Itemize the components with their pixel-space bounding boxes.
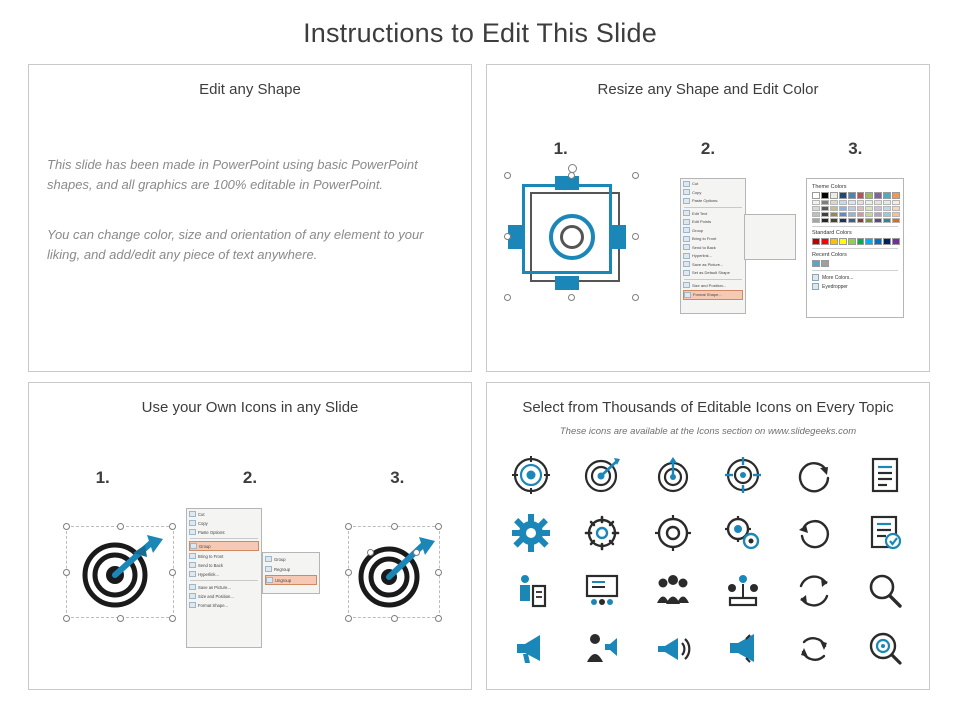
color-swatch[interactable]: [865, 238, 873, 245]
resize-handle-bl[interactable]: [345, 615, 352, 622]
checklist-document-icon[interactable]: [862, 510, 908, 556]
submenu-item-group[interactable]: [265, 555, 317, 563]
color-swatch[interactable]: [830, 218, 838, 223]
menu-separator: [190, 580, 258, 581]
resize-handle-bl[interactable]: [63, 615, 70, 622]
context-submenu-paste[interactable]: [744, 214, 796, 260]
shape-tab-right: [612, 225, 626, 249]
color-swatch[interactable]: [848, 212, 856, 217]
panel-title-edit-shape: Edit any Shape: [199, 81, 301, 98]
color-swatch[interactable]: [812, 192, 820, 199]
picker-divider: [812, 226, 898, 227]
recent-colors-row[interactable]: [812, 260, 900, 267]
color-swatch[interactable]: [830, 212, 838, 217]
color-swatch[interactable]: [848, 206, 856, 211]
bring-front-icon: [189, 553, 196, 559]
color-swatch[interactable]: [883, 218, 891, 223]
menu-separator: [684, 279, 742, 280]
step-number-3: 3.: [390, 468, 405, 487]
color-swatch[interactable]: [883, 238, 891, 245]
submenu-item-label: Regroup: [274, 566, 291, 572]
theme-colors-label: Theme Colors: [812, 184, 847, 190]
resize-handle-bl[interactable]: [504, 294, 511, 301]
resize-handle-tl[interactable]: [63, 523, 70, 530]
menu-item[interactable]: [683, 180, 743, 188]
color-swatch[interactable]: [892, 218, 900, 223]
color-swatch[interactable]: [874, 218, 882, 223]
menu-item-label: Copy: [198, 520, 208, 526]
color-swatch[interactable]: [812, 218, 820, 223]
sync-arrows-icon[interactable]: [791, 568, 837, 614]
resize-handle-tl[interactable]: [345, 523, 352, 530]
edit-text-icon: [683, 210, 690, 216]
menu-item[interactable]: [683, 282, 743, 290]
menu-item-label: Bring to Front: [692, 236, 717, 242]
bring-front-icon: [683, 236, 690, 242]
color-swatch[interactable]: [821, 200, 829, 205]
step-number-2: 2.: [700, 139, 716, 158]
paste-icon: [189, 529, 196, 535]
menu-item-label: Copy: [692, 189, 702, 195]
picker-divider: [812, 270, 898, 271]
menu-item[interactable]: [683, 252, 743, 260]
color-swatch[interactable]: [892, 212, 900, 217]
resize-handle-ml[interactable]: [504, 233, 511, 240]
color-swatch[interactable]: [865, 218, 873, 223]
color-swatch[interactable]: [830, 192, 838, 199]
color-swatch[interactable]: [830, 238, 838, 245]
color-swatch[interactable]: [812, 206, 820, 211]
theme-colors-row-2[interactable]: [812, 200, 900, 205]
color-swatch[interactable]: [883, 206, 891, 211]
menu-item-label: Cut: [692, 181, 699, 187]
color-swatch[interactable]: [848, 238, 856, 245]
menu-item[interactable]: [683, 227, 743, 235]
loudspeaker-icon[interactable]: [720, 626, 766, 672]
send-back-icon: [189, 562, 196, 568]
color-swatch[interactable]: [892, 200, 900, 205]
page-title: Instructions to Edit This Slide: [303, 18, 657, 48]
magnifier-icon[interactable]: [862, 568, 908, 614]
color-swatch[interactable]: [821, 192, 829, 199]
save-picture-icon: [189, 584, 196, 590]
menu-item[interactable]: [189, 552, 259, 560]
icon-selection-box-1[interactable]: [66, 526, 174, 618]
target-arrow-icon[interactable]: [650, 452, 696, 498]
menu-item[interactable]: [683, 218, 743, 226]
color-swatch[interactable]: [830, 206, 838, 211]
menu-item-label: Group: [199, 543, 211, 549]
menu-item-label: Hyperlink...: [198, 571, 219, 577]
more-colors-label: More Colors...: [822, 274, 854, 281]
color-swatch[interactable]: [821, 218, 829, 223]
color-swatch[interactable]: [883, 200, 891, 205]
menu-item-label: Set as Default Shape: [692, 270, 730, 276]
resize-handle-tr[interactable]: [435, 523, 442, 530]
color-swatch[interactable]: [865, 192, 873, 199]
color-swatch[interactable]: [874, 206, 882, 211]
step-number-3: 3.: [848, 139, 863, 158]
menu-item[interactable]: [189, 583, 259, 591]
edit-shape-paragraph-2: You can change color, size and orientation of any element to your liking, and add/edit any piece of text anywhere.: [47, 227, 424, 263]
color-swatch[interactable]: [821, 212, 829, 217]
standard-colors-row[interactable]: [812, 238, 900, 245]
color-swatch[interactable]: [830, 200, 838, 205]
menu-item-group[interactable]: [189, 541, 259, 551]
menu-item-format-shape[interactable]: [683, 290, 743, 300]
copy-icon: [189, 520, 196, 526]
color-swatch[interactable]: [865, 200, 873, 205]
shape-tab-top: [555, 176, 579, 190]
shape-tab-bottom: [555, 276, 579, 290]
color-swatch[interactable]: [812, 200, 820, 205]
color-swatch[interactable]: [839, 192, 847, 199]
panel-subtitle-editable-icons: These icons are available at the Icons section on www.slidegeeks.com: [559, 426, 857, 437]
panel-title-editable-icons: Select from Thousands of Editable Icons on Every Topic: [522, 399, 894, 416]
color-swatch[interactable]: [857, 238, 865, 245]
menu-item-label: Edit Text: [692, 210, 708, 216]
resize-handle-br[interactable]: [435, 615, 442, 622]
context-menu-group[interactable]: [186, 508, 262, 648]
resize-handle-tc[interactable]: [117, 523, 124, 530]
menu-item-label: Group: [692, 227, 704, 233]
menu-item-label: Format Shape...: [198, 602, 229, 608]
color-swatch[interactable]: [865, 206, 873, 211]
resize-handle-tc[interactable]: [568, 172, 575, 179]
menu-item[interactable]: [683, 269, 743, 277]
megaphone-icon[interactable]: [508, 626, 554, 672]
color-swatch[interactable]: [848, 192, 856, 199]
resize-handle-br[interactable]: [632, 294, 639, 301]
resize-handle-br[interactable]: [169, 615, 176, 622]
refresh-arrow-icon[interactable]: [791, 452, 837, 498]
menu-item[interactable]: [189, 601, 259, 609]
resize-handle-ml[interactable]: [63, 569, 70, 576]
panel-edit-any-shape: [28, 64, 472, 372]
resize-handle-inner-1[interactable]: [367, 549, 374, 556]
presentation-people-icon[interactable]: [579, 568, 625, 614]
submenu-item-label: Group: [274, 556, 286, 562]
format-shape-icon: [189, 602, 196, 608]
target-dart-icon: [67, 527, 173, 617]
color-swatch[interactable]: [892, 192, 900, 199]
group-people-icon[interactable]: [650, 568, 696, 614]
resize-handle-tr[interactable]: [169, 523, 176, 530]
menu-item[interactable]: [683, 244, 743, 252]
menu-item-label: Bring to Front: [198, 553, 224, 559]
format-shape-icon: [684, 292, 691, 298]
editable-shape-graphic: [508, 176, 640, 308]
color-swatch[interactable]: [839, 218, 847, 223]
menu-item-label: Save as Picture...: [198, 584, 231, 590]
size-position-icon: [683, 282, 690, 288]
color-swatch[interactable]: [857, 192, 865, 199]
gears-pair-icon[interactable]: [720, 510, 766, 556]
menu-item[interactable]: [189, 592, 259, 600]
paste-icon: [683, 198, 690, 204]
color-swatch[interactable]: [857, 200, 865, 205]
color-swatch[interactable]: [883, 212, 891, 217]
recent-colors-label: Recent Colors: [812, 252, 847, 258]
submenu-item-label: Ungroup: [275, 577, 292, 583]
regroup-icon: [265, 566, 272, 572]
step-number-1: 1.: [553, 139, 568, 158]
panel-title-own-icons: Use your Own Icons in any Slide: [141, 399, 359, 416]
menu-item-label: Hyperlink...: [692, 253, 713, 259]
picker-divider: [812, 248, 898, 249]
save-picture-icon: [683, 261, 690, 267]
person-podium-icon[interactable]: [508, 568, 554, 614]
menu-item[interactable]: [189, 570, 259, 578]
menu-item-label: Save as Picture...: [692, 261, 724, 267]
eyedropper-label: Eyedropper: [822, 283, 848, 290]
menu-item[interactable]: [683, 189, 743, 197]
menu-item-label: Edit Points: [692, 219, 712, 225]
menu-item[interactable]: [683, 210, 743, 218]
eyedropper-item[interactable]: [812, 283, 900, 290]
group-icon: [265, 556, 272, 562]
menu-item-label: Format Shape...: [693, 292, 722, 298]
color-swatch[interactable]: [865, 212, 873, 217]
color-swatch[interactable]: [857, 212, 865, 217]
menu-item-label: Paste Options:: [198, 529, 226, 535]
group-icon: [190, 543, 197, 549]
target-dartboard-icon[interactable]: [579, 452, 625, 498]
gear-solid-icon[interactable]: [508, 510, 554, 556]
menu-item-label: Size and Position...: [692, 282, 727, 288]
copy-icon: [683, 189, 690, 195]
team-meeting-icon[interactable]: [720, 568, 766, 614]
resize-handle-mr[interactable]: [632, 233, 639, 240]
resize-steps-row: [487, 139, 929, 159]
color-swatch[interactable]: [857, 206, 865, 211]
person-announce-icon[interactable]: [579, 626, 625, 672]
menu-item[interactable]: [189, 528, 259, 536]
color-swatch[interactable]: [892, 238, 900, 245]
theme-colors-row-1[interactable]: [812, 192, 900, 199]
resize-handle-bc[interactable]: [568, 294, 575, 301]
resize-handle-tc[interactable]: [391, 523, 398, 530]
color-swatch[interactable]: [821, 238, 829, 245]
menu-item[interactable]: [189, 510, 259, 518]
theme-colors-row-4[interactable]: [812, 212, 900, 217]
gear-outline-icon[interactable]: [650, 510, 696, 556]
color-swatch[interactable]: [874, 212, 882, 217]
send-back-icon: [683, 244, 690, 250]
menu-item[interactable]: [683, 235, 743, 243]
theme-colors-row-5[interactable]: [812, 218, 900, 223]
color-swatch[interactable]: [839, 200, 847, 205]
target-search-icon[interactable]: [862, 626, 908, 672]
default-shape-icon: [683, 270, 690, 276]
color-swatch[interactable]: [848, 218, 856, 223]
menu-item-label: Paste Options:: [692, 198, 719, 204]
group-icon: [683, 227, 690, 233]
color-swatch[interactable]: [839, 206, 847, 211]
resize-handle-mr[interactable]: [169, 569, 176, 576]
menu-item-label: Cut: [198, 511, 205, 517]
refresh-clockwise-icon[interactable]: [791, 510, 837, 556]
step-number-1: 1.: [95, 468, 110, 487]
resize-handle-tl[interactable]: [504, 172, 511, 179]
color-swatch[interactable]: [883, 192, 891, 199]
resize-handle-mr[interactable]: [435, 569, 442, 576]
menu-item[interactable]: [189, 561, 259, 569]
hyperlink-icon: [683, 253, 690, 259]
ungroup-icon: [266, 577, 273, 583]
menu-item[interactable]: [189, 519, 259, 527]
color-swatch[interactable]: [874, 200, 882, 205]
color-swatch[interactable]: [821, 260, 829, 267]
gear-flower-icon[interactable]: [579, 510, 625, 556]
cut-icon: [683, 181, 690, 187]
menu-item[interactable]: [683, 261, 743, 269]
more-colors-item[interactable]: [812, 274, 900, 281]
cut-icon: [189, 511, 196, 517]
icon-library-grid: [496, 446, 920, 678]
color-swatch[interactable]: [857, 218, 865, 223]
target-dart-ungrouped-icon: [349, 527, 439, 617]
palette-icon: [812, 274, 819, 281]
submenu-item-regroup[interactable]: [265, 565, 317, 573]
color-swatch[interactable]: [874, 192, 882, 199]
context-menu-format[interactable]: [680, 178, 746, 314]
color-swatch[interactable]: [874, 238, 882, 245]
menu-item-label: Send to Back: [692, 244, 716, 250]
edit-shape-paragraph-1: This slide has been made in PowerPoint using basic PowerPoint shapes, and all graphics are 100% editable in PowerPoint.: [47, 157, 418, 193]
target-circles-icon[interactable]: [508, 452, 554, 498]
theme-colors-row-3[interactable]: [812, 206, 900, 211]
resize-handle-tr[interactable]: [632, 172, 639, 179]
bullhorn-icon[interactable]: [650, 626, 696, 672]
menu-separator: [190, 538, 258, 539]
icon-selection-box-2[interactable]: [348, 526, 440, 618]
color-swatch[interactable]: [812, 238, 820, 245]
menu-separator: [684, 207, 742, 208]
menu-item-label: Send to Back: [198, 562, 223, 568]
hyperlink-icon: [189, 571, 196, 577]
resize-handle-inner-2[interactable]: [413, 549, 420, 556]
edit-points-icon: [683, 219, 690, 225]
size-position-icon: [189, 593, 196, 599]
context-submenu-group[interactable]: [262, 552, 320, 594]
cycle-arrows-icon[interactable]: [791, 626, 837, 672]
color-swatch[interactable]: [812, 260, 820, 267]
step-number-2: 2.: [242, 468, 258, 487]
resize-handle-bc[interactable]: [391, 615, 398, 622]
color-swatch[interactable]: [892, 206, 900, 211]
color-swatch[interactable]: [812, 212, 820, 217]
submenu-item-ungroup[interactable]: [265, 575, 317, 585]
crosshair-icon[interactable]: [720, 452, 766, 498]
resize-handle-bc[interactable]: [117, 615, 124, 622]
resize-handle-ml[interactable]: [345, 569, 352, 576]
color-picker-panel[interactable]: [806, 178, 904, 318]
color-swatch[interactable]: [839, 238, 847, 245]
document-list-icon[interactable]: [862, 452, 908, 498]
panel-title-resize-shape: Resize any Shape and Edit Color: [597, 81, 819, 98]
eyedropper-icon: [812, 283, 819, 290]
color-swatch[interactable]: [821, 206, 829, 211]
standard-colors-label: Standard Colors: [812, 230, 852, 236]
color-swatch[interactable]: [839, 212, 847, 217]
shape-circle-gray: [560, 225, 584, 249]
menu-item[interactable]: [683, 197, 743, 205]
own-icons-steps-row: [29, 468, 471, 488]
menu-item-label: Size and Position...: [198, 593, 234, 599]
color-swatch[interactable]: [848, 200, 856, 205]
